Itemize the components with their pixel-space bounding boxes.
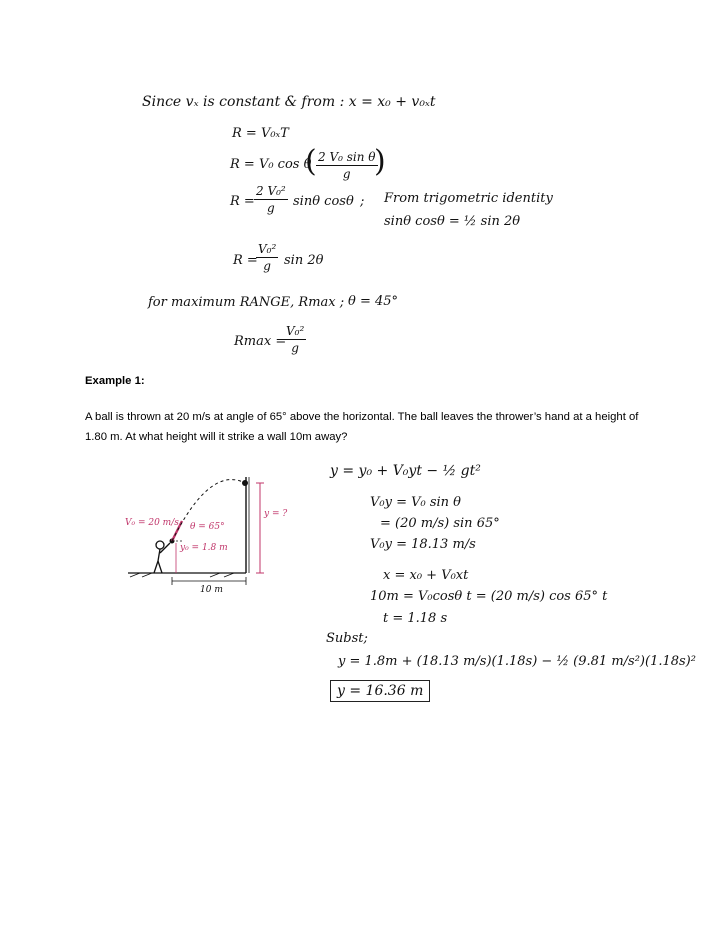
- max-range-line: for maximum RANGE, Rmax ;: [148, 295, 345, 310]
- x-substitution: 10m = V₀cosθ t = (20 m/s) cos 65° t: [370, 589, 608, 604]
- semicolon: ;: [360, 194, 365, 209]
- final-answer: y = 16.36 m: [330, 680, 430, 702]
- fraction-numerator: V₀²: [258, 242, 277, 256]
- y0-label: y₀ = 1.8 m: [180, 543, 228, 553]
- fraction-denominator: g: [342, 167, 351, 181]
- range-final-right: sin 2θ: [284, 253, 324, 268]
- fraction-numerator: 2 V₀²: [256, 184, 286, 198]
- range-equation-2-left: R = V₀ cos θ: [230, 157, 312, 172]
- fraction-numerator: 2 V₀ sin θ: [318, 150, 376, 164]
- rmax-fraction: [284, 324, 306, 355]
- range-final-left: R =: [233, 253, 258, 268]
- since-line: Since vₓ is constant & from : x = x₀ + v₀ₓt: [142, 94, 436, 110]
- fraction-denominator: g: [291, 341, 299, 355]
- range-equation-3-left: R =: [230, 194, 255, 209]
- v0-label: V₀ = 20 m/s: [125, 518, 179, 528]
- problem-statement: A ball is thrown at 20 m/s at angle of 65° above the horizontal. The ball leaves the thrower’s hand at a height of 1.80 m. At what height will it strike a wall 10m away?: [85, 411, 639, 443]
- range-equation-1: R = V₀ₓT: [232, 126, 289, 141]
- distance-label: 10 m: [200, 585, 223, 595]
- range-final-fraction: [256, 242, 278, 273]
- range-equation-3-fraction: [254, 184, 288, 215]
- close-paren: ): [374, 144, 386, 179]
- voy-value: V₀y = 18.13 m/s: [370, 537, 476, 552]
- range-equation-2-fraction: [316, 150, 378, 181]
- theta-label: θ = 65°: [190, 522, 225, 532]
- fraction-denominator: g: [263, 259, 271, 273]
- trig-identity: sinθ cosθ = ½ sin 2θ: [384, 214, 521, 229]
- x-equation: x = x₀ + V₀xt: [383, 568, 469, 583]
- example-heading: Example 1:: [85, 375, 145, 387]
- range-equation-3-right: sinθ cosθ: [293, 194, 354, 209]
- theta-45: θ = 45°: [348, 294, 399, 309]
- trig-identity-label: From trigometric identity: [384, 191, 553, 206]
- thrower-figure: [154, 541, 170, 573]
- rmax-left: Rmax =: [234, 334, 287, 349]
- fraction-denominator: g: [267, 201, 275, 215]
- y-equation: y = y₀ + V₀yt − ½ gt²: [330, 463, 481, 479]
- ball-impact: [242, 480, 248, 486]
- open-paren: (: [305, 144, 317, 179]
- voy-definition: V₀y = V₀ sin θ: [370, 495, 461, 510]
- y-substitution: y = 1.8m + (18.13 m/s)(1.18s) − ½ (9.81 m/s²)(1.18s)²: [338, 654, 696, 669]
- subst-label: Subst;: [326, 631, 368, 646]
- y-unknown-label: y = ?: [264, 509, 288, 519]
- fraction-numerator: V₀²: [286, 324, 305, 338]
- t-value: t = 1.18 s: [383, 611, 448, 626]
- voy-substitution: = (20 m/s) sin 65°: [380, 516, 500, 531]
